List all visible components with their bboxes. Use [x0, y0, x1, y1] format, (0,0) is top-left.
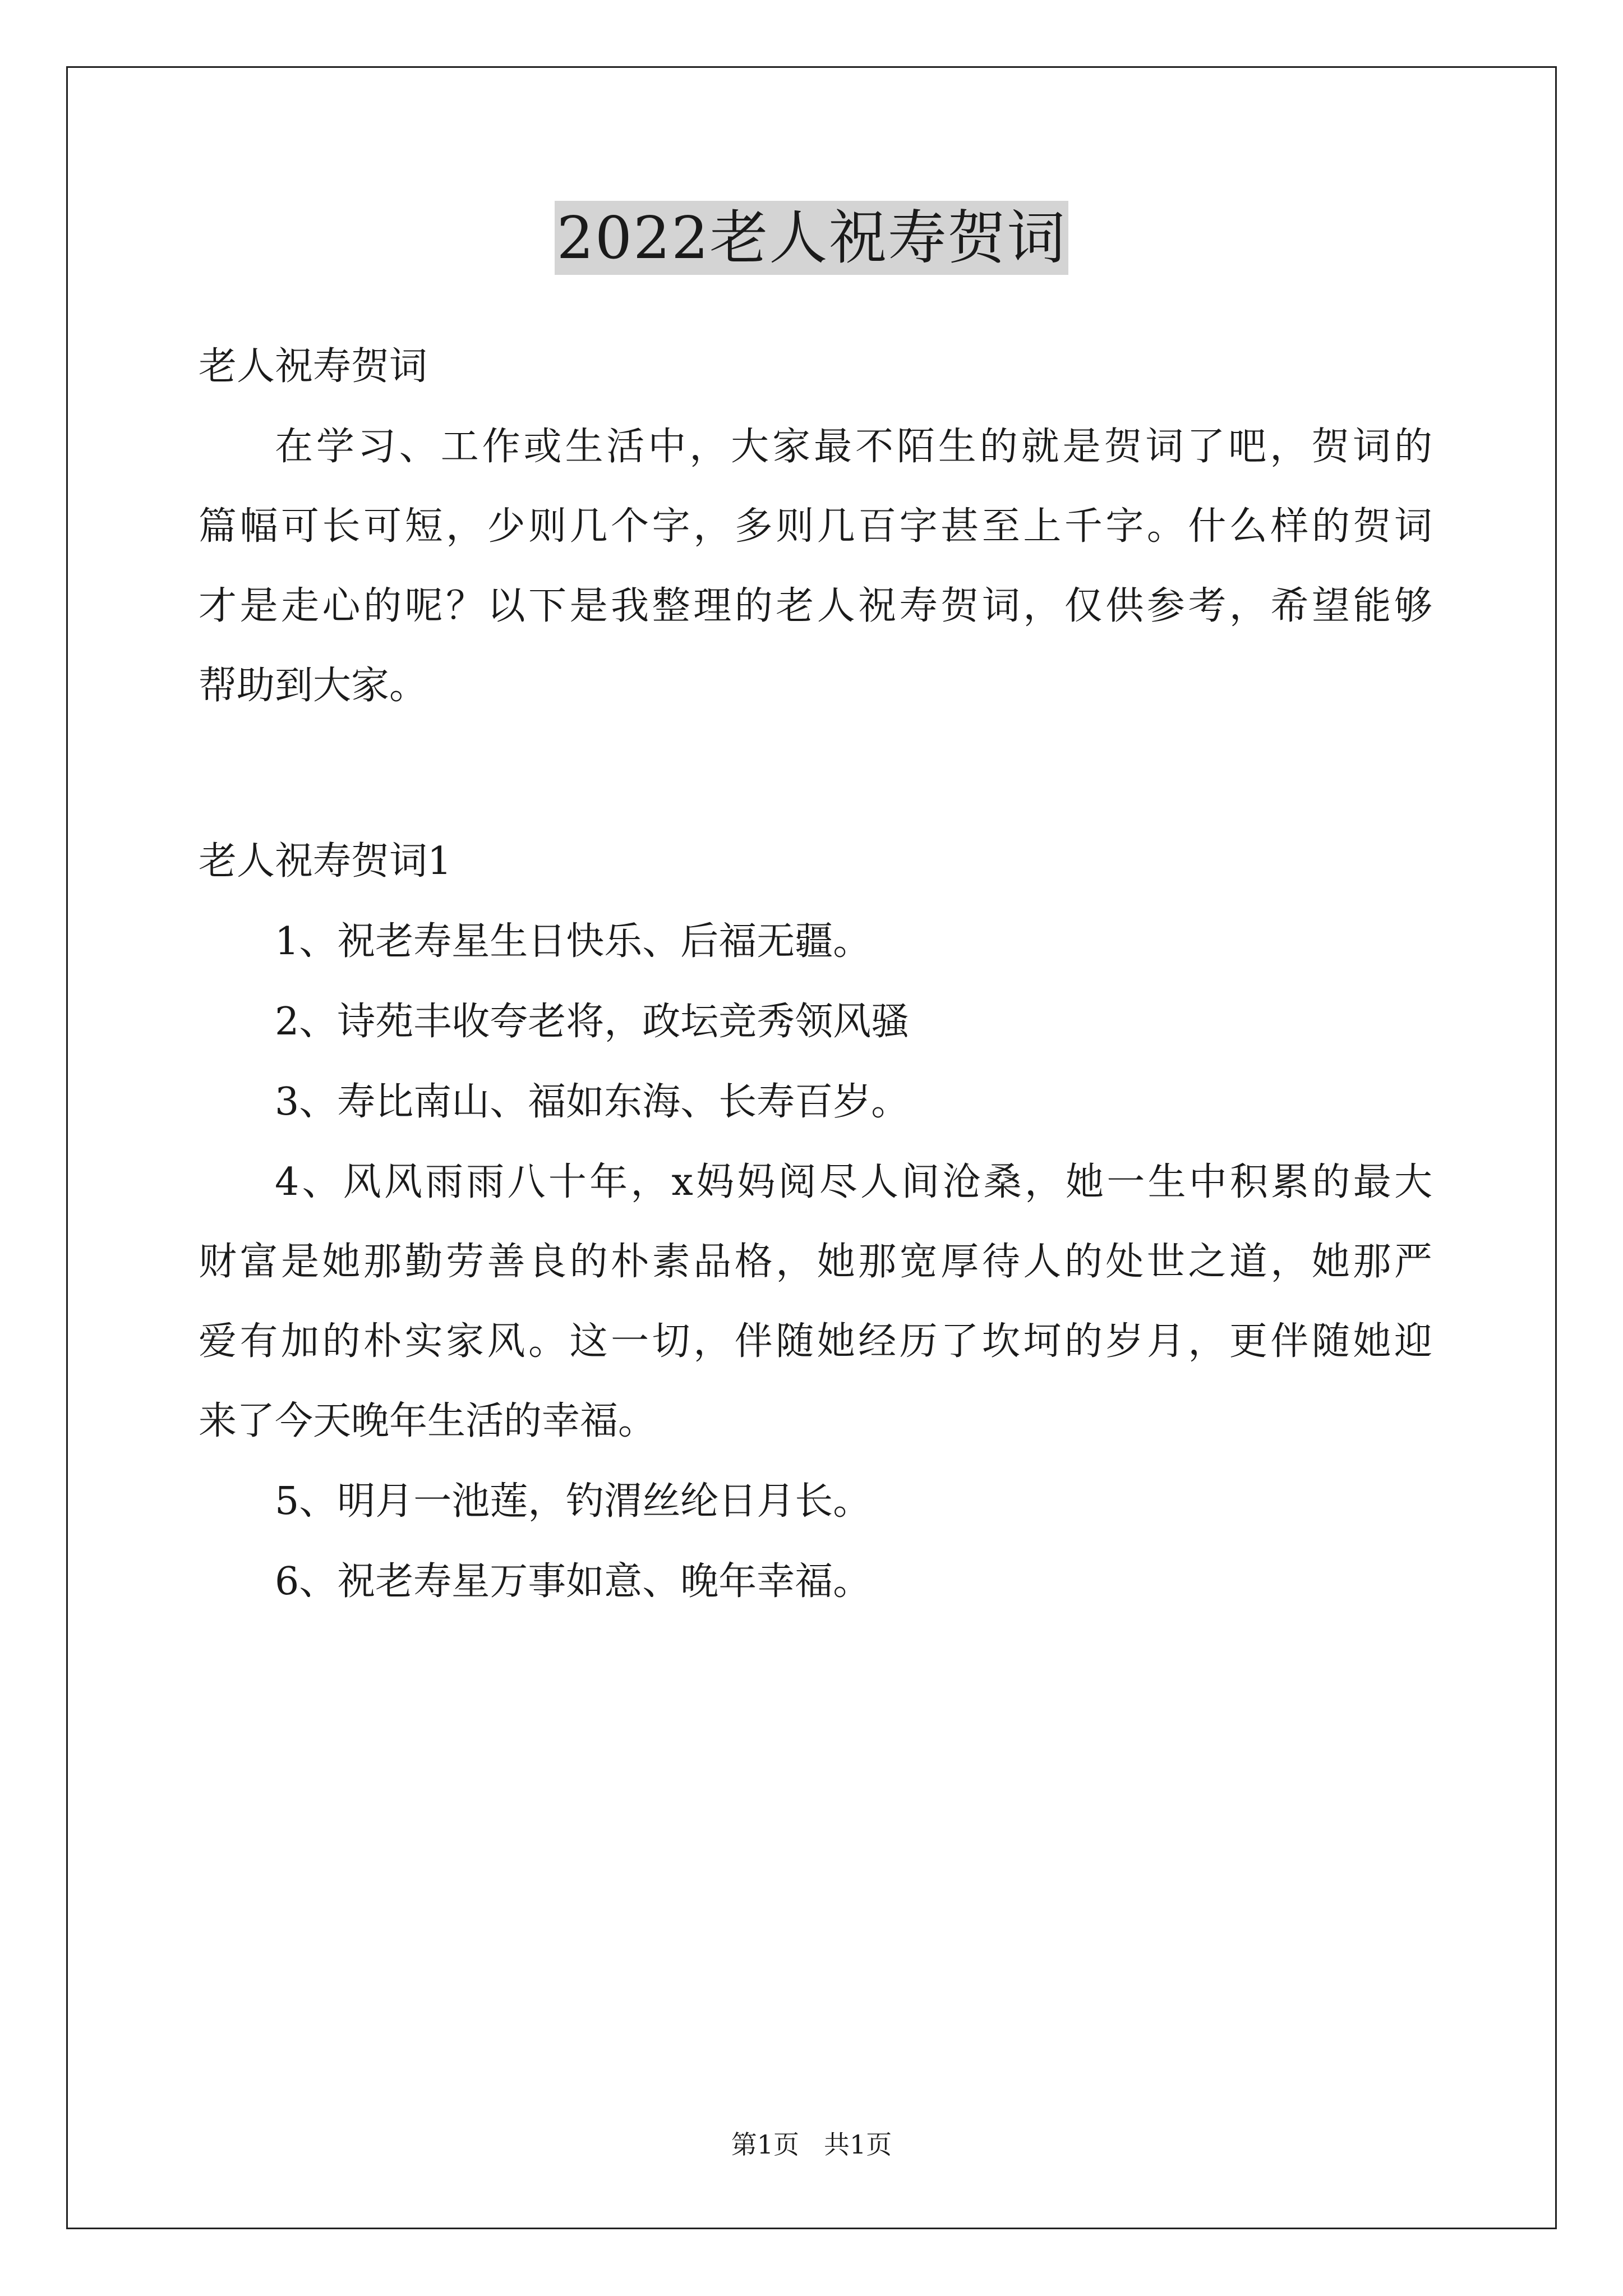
section-title: 老人祝寿贺词1 — [199, 839, 452, 884]
list-item-6: 6、祝老寿星万事如意、晚年幸福。 — [275, 1559, 872, 1604]
document-title: 2022老人祝寿贺词 — [555, 201, 1069, 275]
list-item-3: 3、寿比南山、福如东海、长寿百岁。 — [275, 1080, 910, 1124]
list-item-4-line-2: 财富是她那勤劳善良的朴素品格，她那宽厚待人的处世之道，她那严 — [199, 1240, 1432, 1284]
title-container — [0, 201, 1623, 275]
heading: 老人祝寿贺词 — [199, 344, 428, 389]
list-item-4-line-1: 4、风风雨雨八十年，x妈妈阅尽人间沧桑，她一生中积累的最大 — [275, 1160, 1432, 1204]
list-item-4-line-4: 来了今天晚年生活的幸福。 — [199, 1399, 657, 1443]
page-number-total: 共1页 — [824, 2129, 892, 2160]
intro-line-4: 帮助到大家。 — [199, 664, 428, 708]
list-item-4 — [199, 1158, 1432, 1446]
intro-line-3: 才是走心的呢？以下是我整理的老人祝寿贺词，仅供参考，希望能够 — [199, 584, 1432, 628]
intro-paragraph — [199, 422, 1432, 711]
page-number-current: 第1页 — [731, 2129, 799, 2160]
intro-line-1: 在学习、工作或生活中，大家最不陌生的就是贺词了吧，贺词的 — [275, 425, 1432, 469]
intro-line-2: 篇幅可长可短，少则几个字，多则几百字甚至上千字。什么样的贺词 — [199, 504, 1432, 549]
list-item-1: 1、祝老寿星生日快乐、后福无疆。 — [275, 919, 872, 964]
page-footer — [0, 2128, 1623, 2161]
document-body — [199, 342, 1432, 1607]
list-item-4-line-3: 爱有加的朴实家风。这一切，伴随她经历了坎坷的岁月，更伴随她迎 — [199, 1319, 1432, 1364]
list-item-2: 2、诗苑丰收夸老将，政坛竞秀领风骚 — [275, 1000, 910, 1044]
list-item-5: 5、明月一池莲，钓渭丝纶日月长。 — [275, 1479, 872, 1524]
